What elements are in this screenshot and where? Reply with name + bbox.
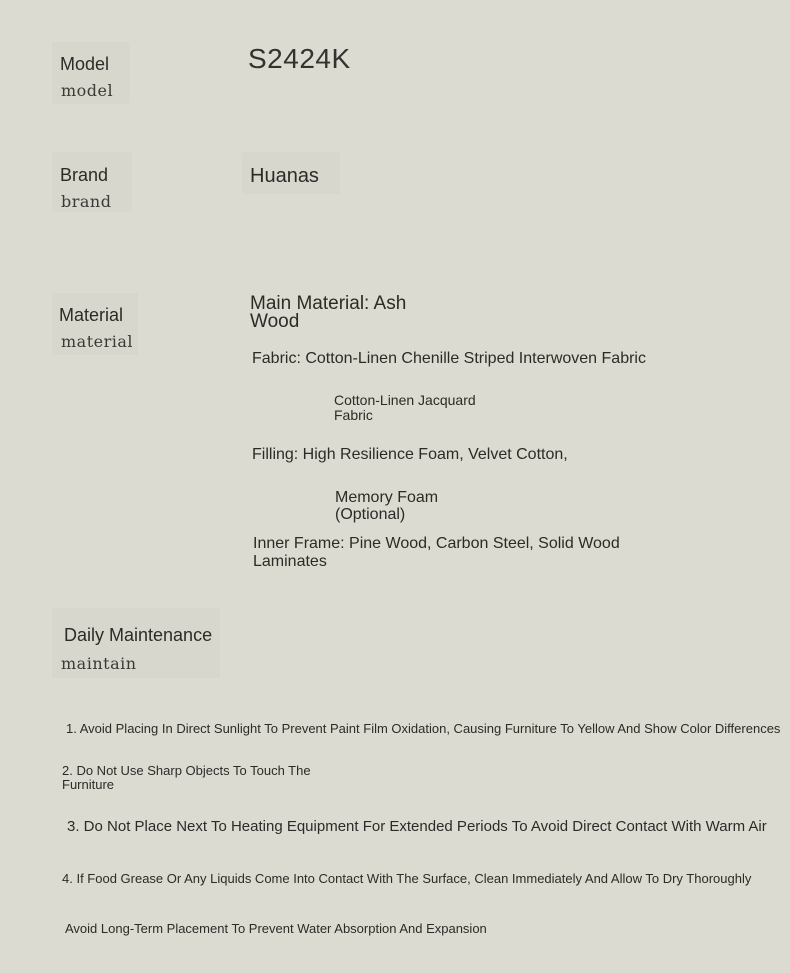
material-filling: Filling: High Resilience Foam, Velvet Cotton,	[252, 446, 568, 463]
material-fabric: Fabric: Cotton-Linen Chenille Striped Interwoven Fabric	[252, 350, 646, 367]
model-sublabel: model	[61, 81, 114, 100]
maintenance-item-4: 4. If Food Grease Or Any Liquids Come Into Contact With The Surface, Clean Immediately And Allow To Dry Thoroughly	[62, 871, 752, 886]
brand-value: Huanas	[250, 165, 319, 187]
maintenance-item-5: Avoid Long-Term Placement To Prevent Water Absorption And Expansion	[65, 921, 487, 936]
material-fabric-alt: Cotton-Linen Jacquard Fabric	[334, 392, 476, 423]
material-inner-frame: Inner Frame: Pine Wood, Carbon Steel, Solid Wood Laminates	[253, 535, 620, 570]
brand-label: Brand	[60, 165, 109, 185]
maintenance-item-3: 3. Do Not Place Next To Heating Equipment For Extended Periods To Avoid Direct Contact With Warm Air	[67, 818, 767, 835]
material-label: Material	[59, 305, 124, 325]
brand-sublabel: brand	[61, 192, 112, 211]
maintenance-label: Daily Maintenance	[64, 625, 213, 645]
material-sublabel: material	[61, 332, 134, 351]
material-main: Main Material: Ash Wood	[250, 293, 407, 332]
model-value: S2424K	[248, 43, 351, 74]
model-label: Model	[60, 54, 110, 74]
maintenance-item-1: 1. Avoid Placing In Direct Sunlight To Prevent Paint Film Oxidation, Causing Furniture To Yellow And Show Color Differences	[66, 721, 781, 736]
maintenance-sublabel: maintain	[61, 654, 137, 673]
material-filling-alt: Memory Foam (Optional)	[335, 489, 439, 523]
maintenance-item-2: 2. Do Not Use Sharp Objects To Touch The Furniture	[62, 763, 311, 792]
